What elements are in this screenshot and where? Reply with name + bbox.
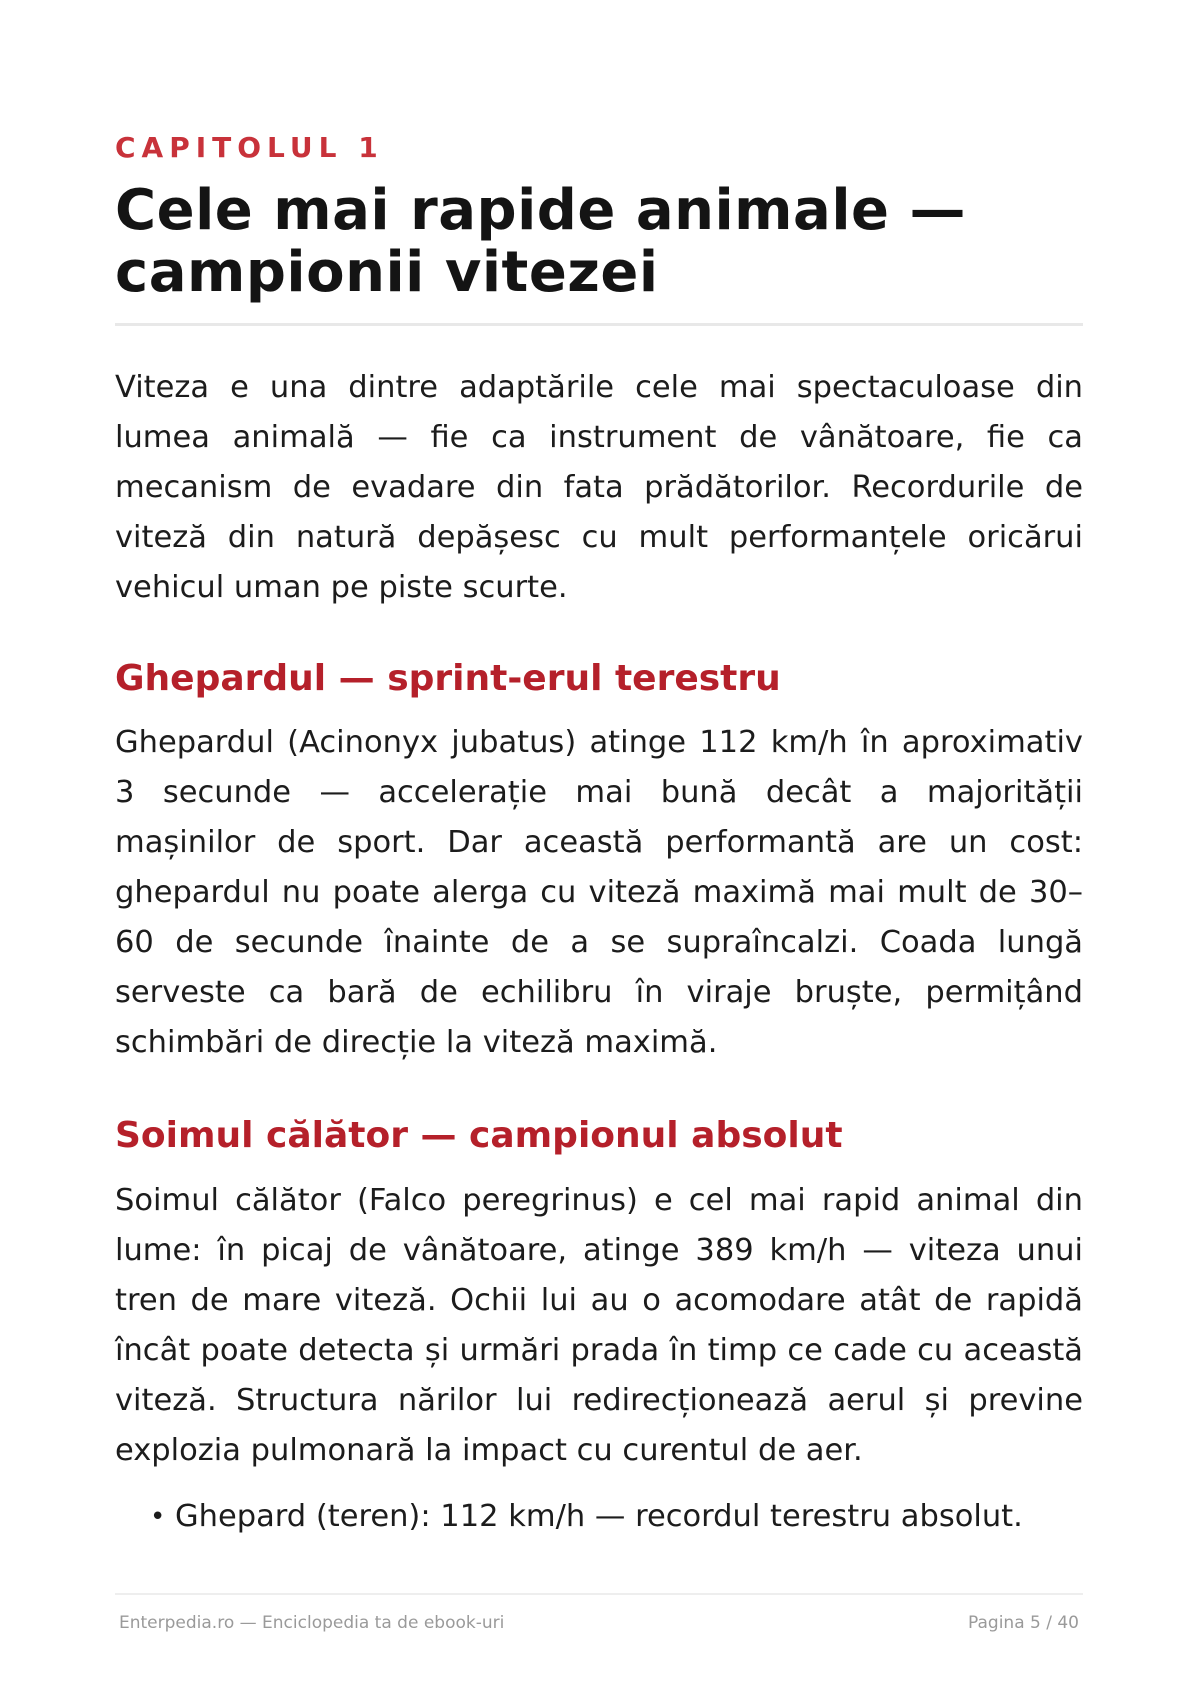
bullet-icon: • bbox=[150, 1502, 166, 1532]
list-item-text: Ghepard (teren): 112 km/h — recordul terestru absolut. bbox=[175, 1499, 1023, 1534]
section-heading-soim: Soimul călător — campionul absolut bbox=[115, 1115, 843, 1156]
footer-site-label: Enterpedia.ro — Enciclopedia ta de ebook-uri bbox=[119, 1613, 505, 1633]
section-heading-ghepard: Ghepardul — sprint-erul terestru bbox=[115, 658, 781, 699]
chapter-label: CAPITOLUL 1 bbox=[115, 131, 384, 164]
section-paragraph-ghepard: Ghepardul (Acinonyx jubatus) atinge 112 km/h în aproximativ 3 secunde — accelerație mai bună decât a majorității mașinilor de sport. Dar această performantă are un cost: ghepardul nu poate alerga cu viteză maximă mai mult de 30–60 de secunde înainte de a se supraîncalzi. Coada lungă serveste ca bară de echilibru în viraje bruște, permițând schimbări de direcție la viteză maximă. bbox=[115, 725, 1083, 1060]
footer-divider bbox=[115, 1593, 1083, 1595]
bullet-list bbox=[150, 1492, 1083, 1542]
section-paragraph-soim: Soimul călător (Falco peregrinus) e cel mai rapid animal din lume: în picaj de vânătoare, atinge 389 km/h — viteza unui tren de mare viteză. Ochii lui au o acomodare atât de rapidă încât poate detecta și urmări prada în timp ce cade cu această viteză. Structura nărilor lui redirecționează aerul și previne explozia pulmonară la impact cu curentul de aer. bbox=[115, 1183, 1083, 1468]
page-title: Cele mai rapide animale — campionii vitezei bbox=[115, 178, 966, 305]
document-page bbox=[115, 0, 1083, 1683]
title-divider bbox=[115, 323, 1083, 326]
list-item bbox=[150, 1492, 1083, 1542]
page-number: Pagina 5 / 40 bbox=[968, 1613, 1079, 1633]
intro-paragraph: Viteza e una dintre adaptările cele mai spectaculoase din lumea animală — fie ca instrument de vânătoare, fie ca mecanism de evadare din fata prădătorilor. Recordurile de viteză din natură depășesc cu mult performanțele oricărui vehicul uman pe piste scurte. bbox=[115, 370, 1083, 605]
